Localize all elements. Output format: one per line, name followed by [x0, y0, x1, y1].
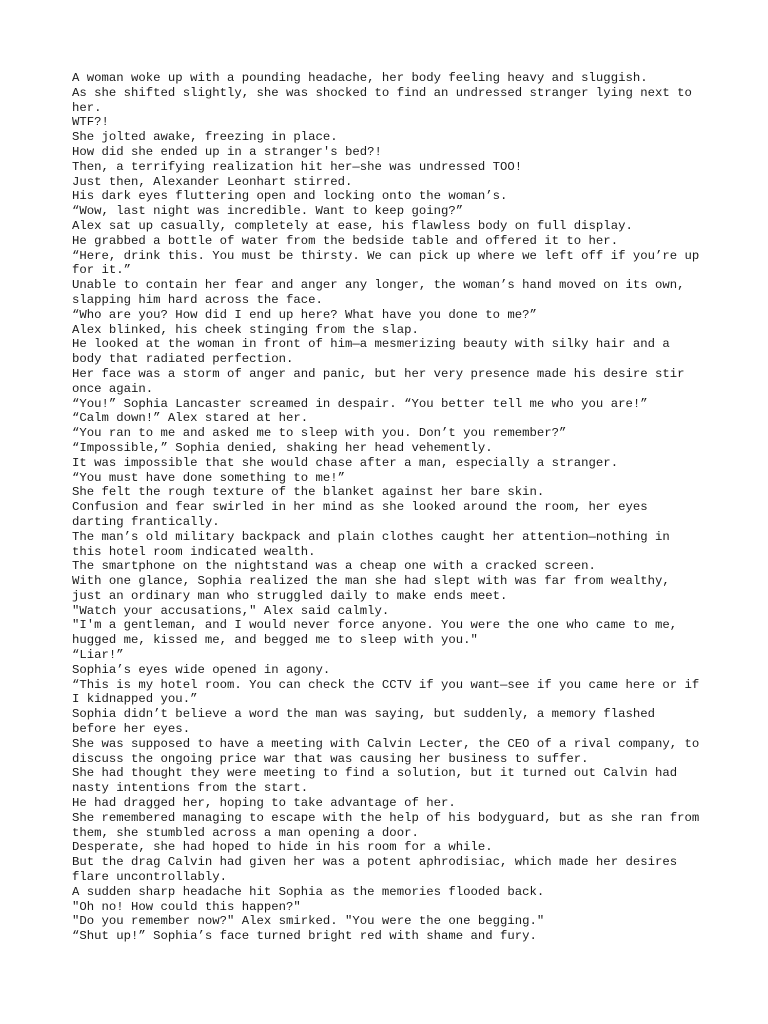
paragraph: “Calm down!” Alex stared at her.: [72, 411, 309, 426]
paragraph: But the drag Calvin had given her was a potent aphrodisiac, which made her desires flare uncontrollably.: [72, 855, 678, 885]
paragraph: “This is my hotel room. You can check the CCTV if you want—see if you came here or if I kidnapped you.”: [72, 677, 700, 707]
paragraph: Just then, Alexander Leonhart stirred.: [72, 174, 353, 189]
paragraph: WTF?!: [72, 115, 109, 130]
paragraph: The smartphone on the nightstand was a cheap one with a cracked screen.: [72, 559, 596, 574]
paragraph: “Wow, last night was incredible. Want to keep going?”: [72, 204, 464, 219]
paragraph: "Watch your accusations," Alex said calmly.: [72, 603, 390, 618]
paragraph: Then, a terrifying realization hit her—she was undressed TOO!: [72, 159, 523, 174]
paragraph: It was impossible that she would chase after a man, especially a stranger.: [72, 455, 619, 470]
paragraph: She felt the rough texture of the blanket against her bare skin.: [72, 485, 545, 500]
paragraph: "Do you remember now?" Alex smirked. "You were the one begging.": [72, 914, 545, 929]
paragraph: The man’s old military backpack and plain clothes caught her attention—nothing in this hotel room indicated wealth.: [72, 529, 670, 559]
paragraph: She jolted awake, freezing in place.: [72, 130, 338, 145]
paragraph: “You must have done something to me!”: [72, 470, 346, 485]
paragraph: “Here, drink this. You must be thirsty. We can pick up where we left off if you’re up for it.”: [72, 248, 700, 278]
paragraph: “Who are you? How did I end up here? What have you done to me?”: [72, 307, 537, 322]
paragraph: Confusion and fear swirled in her mind as she looked around the room, her eyes darting frantically.: [72, 500, 648, 529]
paragraph: With one glance, Sophia realized the man she had slept with was far from wealthy, just an ordinary man who struggled daily to make ends meet.: [72, 574, 670, 603]
paragraph: Unable to contain her fear and anger any longer, the woman’s hand moved on its own, slapping him hard across the face.: [72, 278, 685, 307]
paragraph: Alex blinked, his cheek stinging from the slap.: [72, 322, 419, 337]
paragraph: “You ran to me and asked me to sleep with you. Don’t you remember?”: [72, 426, 567, 441]
paragraph: “Shut up!” Sophia’s face turned bright red with shame and fury.: [72, 929, 537, 944]
paragraph: Desperate, she had hoped to hide in his room for a while.: [72, 840, 493, 855]
paragraph: Her face was a storm of anger and panic, but her very presence made his desire stir once again.: [72, 366, 685, 396]
paragraph: Sophia didn’t believe a word the man was saying, but suddenly, a memory flashed before her eyes.: [72, 707, 655, 737]
paragraph: She was supposed to have a meeting with Calvin Lecter, the CEO of a rival company, to discuss the ongoing price war that was causing her business to suffer.: [72, 736, 700, 766]
paragraph: "I'm a gentleman, and I would never force anyone. You were the one who came to me, hugged me, kissed me, and begged me to sleep with you.": [72, 618, 678, 648]
paragraph: He looked at the woman in front of him—a mesmerizing beauty with silky hair and a body that radiated perfection.: [72, 337, 670, 367]
paragraph: A woman woke up with a pounding headache, her body feeling heavy and sluggish.: [72, 71, 648, 85]
paragraph: His dark eyes fluttering open and locking onto the woman’s.: [72, 189, 508, 204]
paragraph: "Oh no! How could this happen?": [72, 899, 301, 914]
paragraph: “Impossible,” Sophia denied, shaking her head vehemently.: [72, 440, 493, 455]
paragraph: How did she ended up in a stranger's bed?!: [72, 144, 382, 159]
paragraph: A sudden sharp headache hit Sophia as the memories flooded back.: [72, 884, 545, 899]
paragraph: “Liar!”: [72, 648, 124, 663]
story-text: [72, 71, 702, 944]
paragraph: She remembered managing to escape with the help of his bodyguard, but as she ran from them, she stumbled across a man opening a door.: [72, 810, 700, 840]
paragraph: Alex sat up casually, completely at ease, his flawless body on full display.: [72, 218, 633, 233]
paragraph: He had dragged her, hoping to take advantage of her.: [72, 796, 456, 811]
paragraph: As she shifted slightly, she was shocked to find an undressed stranger lying next to her.: [72, 85, 692, 115]
paragraph: “You!” Sophia Lancaster screamed in despair. “You better tell me who you are!”: [72, 396, 648, 411]
paragraph: He grabbed a bottle of water from the bedside table and offered it to her.: [72, 233, 619, 248]
paragraph: She had thought they were meeting to find a solution, but it turned out Calvin had nasty intentions from the start.: [72, 766, 678, 796]
paragraph: Sophia’s eyes wide opened in agony.: [72, 662, 331, 677]
